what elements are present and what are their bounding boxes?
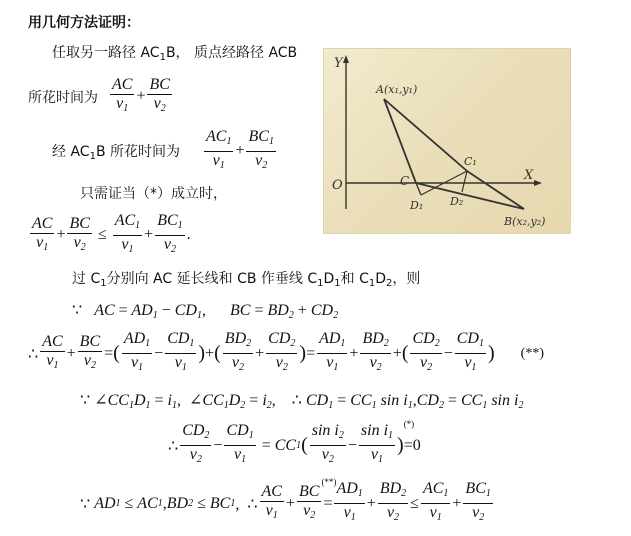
line3-end: B 所花时间为 bbox=[95, 144, 180, 160]
line2-prefix: 所花时间为 bbox=[28, 90, 98, 106]
formula-because-2: ∵ $\angle CC_1D_1 = i_1$, $\angle CC_1D_2 = i_2$, ∴ $CD_1 = CC_1$ $\sin i_1,CD_2 = CC_1$ $\sin i_2$ bbox=[80, 392, 524, 411]
line5-b: 分别向 AC 延长线和 CB 作垂线 C bbox=[106, 271, 318, 287]
line3-start: 经 AC bbox=[52, 144, 90, 160]
label-origin: O bbox=[332, 178, 343, 193]
label-point-d2: D₂ bbox=[450, 195, 464, 208]
line3-sub: 1 bbox=[89, 151, 96, 162]
line5-d2: D bbox=[375, 271, 387, 287]
line1-start: 任取另一路径 AC bbox=[52, 45, 160, 61]
label-point-c: C bbox=[400, 174, 410, 188]
text-line-3 bbox=[52, 128, 278, 175]
label-y-axis: Y bbox=[334, 56, 343, 71]
perpendicular-c1d2 bbox=[462, 171, 467, 192]
label-point-a: A(x₁,y₁) bbox=[376, 83, 418, 96]
line1-sub: 1 bbox=[159, 52, 166, 63]
line5-sub3: 1 bbox=[334, 278, 341, 289]
line5-sub5: 2 bbox=[386, 278, 393, 289]
label-x-axis: X bbox=[524, 168, 534, 183]
formula-final: ∵ AD 1 ≤ AC 1 , BD 2 ≤ BC 1 , ∴ $\frac{AC}{v_1}$ + $\frac{BC}{v_2}$ (**) = $\frac{AD_1}{v_1}$ + $\frac{BD_2}{v_2}$ ≤ $\frac{AC_1}{v_1}$ + $\frac{BC_1}{v_2}$ bbox=[80, 476, 491, 523]
line5-sub1: 1 bbox=[100, 278, 107, 289]
formula-inequality: $\frac{AC}{v_1}$ + $\frac{BC}{v_2}$ ≤ $\frac{AC_1}{v_1}$ + $\frac{BC_1}{v_2}$ . bbox=[32, 212, 191, 255]
tag-double-star: (**) bbox=[520, 345, 544, 361]
line5-a: 过 C bbox=[72, 271, 101, 287]
text-line-1 bbox=[52, 42, 297, 63]
line5-c: 和 C bbox=[340, 271, 369, 287]
page-title: 用几何方法证明： bbox=[28, 15, 140, 31]
segment-ac1 bbox=[384, 99, 467, 171]
tag-star: (*) bbox=[403, 418, 415, 429]
y-axis-arrow-icon bbox=[343, 55, 349, 63]
segment-ac bbox=[384, 99, 416, 183]
line5-d1: D bbox=[323, 271, 335, 287]
line5-end: ，则 bbox=[392, 271, 421, 287]
text-line-5 bbox=[72, 268, 420, 289]
formula-because-1: ∵ AC = $AD_1 - CD_1$, BC = $BD_2 + CD_2$ bbox=[72, 302, 339, 321]
segment-cb bbox=[416, 183, 524, 209]
text-line-4: 只需证当（*）成立时， bbox=[80, 186, 227, 202]
formula-path-ac1b: $\frac{AC_1}{v_1}$ + $\frac{BC_1}{v_2}$ bbox=[206, 128, 274, 171]
formula-therefore-1: ∴ $\frac{AC}{v_1}$ + $\frac{BC}{v_2}$ = ( $\frac{AD_1}{v_1}$ − $\frac{CD_1}{v_1}$ ) + ( $\frac{BD_2}{v_2}$ + $\frac{CD_2}{v_2}$ ) = $\frac{AD_1}{v_1}$ + $\frac{BD_2}{v_2}$ + ( $\frac{CD_2}{v_2}$ − $\frac{CD_1}{v_1}$ ) (**) bbox=[28, 330, 544, 373]
line1-end: B， 质点经路径 ACB bbox=[165, 45, 298, 61]
x-axis-arrow-icon bbox=[534, 180, 542, 186]
line5-sub2: 1 bbox=[317, 278, 324, 289]
label-point-d1: D₁ bbox=[410, 199, 424, 212]
formula-therefore-2: ∴ $\frac{CD_2}{v_2}$ − $\frac{CD_1}{v_1}$ = CC 1 ( $\frac{\sin i_2}{v_2}$ − $\frac{\sin i_1}{v_1}$ ) (*) = 0 bbox=[168, 418, 421, 465]
line5-sub4: 1 bbox=[368, 278, 376, 289]
geometry-figure bbox=[323, 48, 571, 234]
formula-path-acb: $\frac{AC}{v_1}$ + $\frac{BC}{v_2}$ bbox=[112, 76, 170, 114]
segment-c1b bbox=[467, 171, 524, 209]
label-point-b: B(x₂,y₂) bbox=[504, 215, 546, 228]
label-point-c1: C₁ bbox=[464, 155, 477, 168]
text-line-2 bbox=[28, 76, 174, 118]
